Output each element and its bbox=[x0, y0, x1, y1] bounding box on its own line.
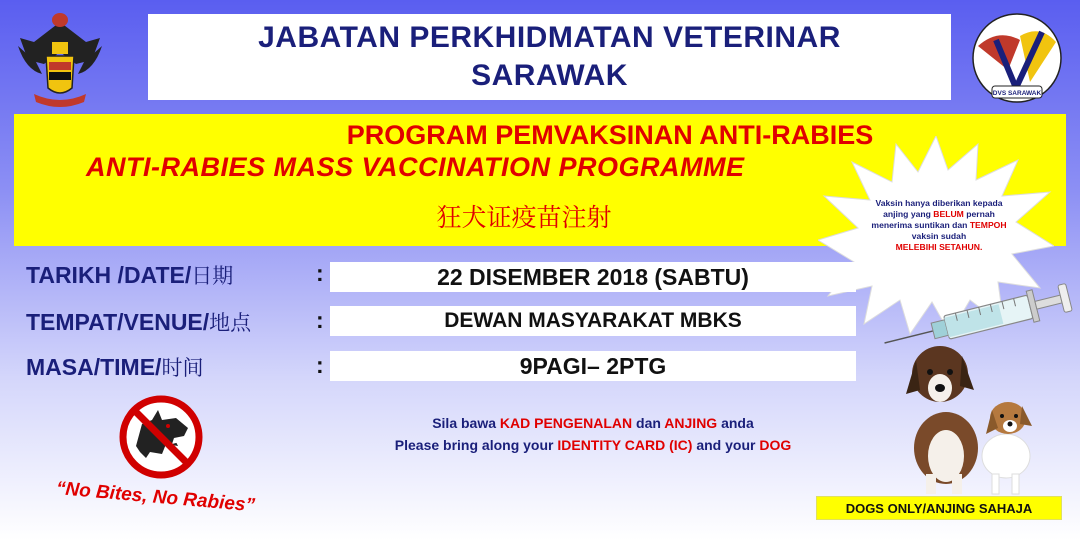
bring-instructions bbox=[330, 412, 856, 456]
sarawak-coat-of-arms-icon bbox=[14, 12, 106, 110]
venue-label: TEMPAT/VENUE/地点 bbox=[26, 309, 252, 335]
dvs-logo-caption: DVS SARAWAK bbox=[992, 90, 1042, 97]
starburst-notice-text bbox=[865, 198, 1013, 253]
time-colon: : bbox=[316, 352, 324, 378]
syringe-icon bbox=[878, 280, 1074, 346]
time-value: 9PAGI– 2PTG bbox=[330, 351, 856, 381]
notice-text-tempoh: TEMPOH bbox=[969, 220, 1007, 230]
bring-instructions-malay: Sila bawa KAD PENGENALAN dan ANJING anda bbox=[432, 415, 754, 431]
program-title-english: ANTI-RABIES MASS VACCINATION PROGRAMME bbox=[86, 152, 745, 182]
date-label: TARIKH /DATE/日期 bbox=[26, 262, 234, 288]
slogan: “No Bites, No Rabies” bbox=[55, 478, 256, 517]
notice-text-3: vaksin sudah bbox=[911, 231, 967, 241]
dogs-only-label: DOGS ONLY/ANJING SAHAJA bbox=[816, 496, 1062, 520]
header bbox=[148, 14, 951, 100]
program-title-malay: PROGRAM PEMVAKSINAN ANTI-RABIES bbox=[346, 120, 874, 150]
dogs-photo-icon bbox=[896, 338, 1052, 496]
date-colon: : bbox=[316, 260, 324, 286]
venue-colon: : bbox=[316, 307, 324, 333]
dvs-logo-icon bbox=[968, 10, 1066, 106]
venue-value: DEWAN MASYARAKAT MBKS bbox=[330, 306, 856, 336]
time-label: MASA/TIME/时间 bbox=[26, 354, 204, 380]
date-value: 22 DISEMBER 2018 (SABTU) bbox=[330, 262, 856, 292]
notice-text-belum: BELUM bbox=[933, 209, 964, 219]
notice-text-1: Vaksin hanya diberikan kepada anjing yang bbox=[875, 198, 1003, 219]
header-title-line1: JABATAN PERKHIDMATAN VETERINAR bbox=[258, 21, 841, 54]
notice-text-melebihi: MELEBIHI SETAHUN. bbox=[895, 242, 983, 252]
notice-text-2: pernah menerima suntikan dan bbox=[871, 209, 995, 230]
bring-instructions-english: Please bring along your IDENTITY CARD (IC) and your DOG bbox=[394, 437, 792, 453]
header-title-line2: SARAWAK bbox=[471, 59, 628, 92]
no-rabid-dog-icon bbox=[118, 394, 204, 480]
program-title-chinese: 狂犬证疫苗注射 bbox=[436, 203, 612, 232]
